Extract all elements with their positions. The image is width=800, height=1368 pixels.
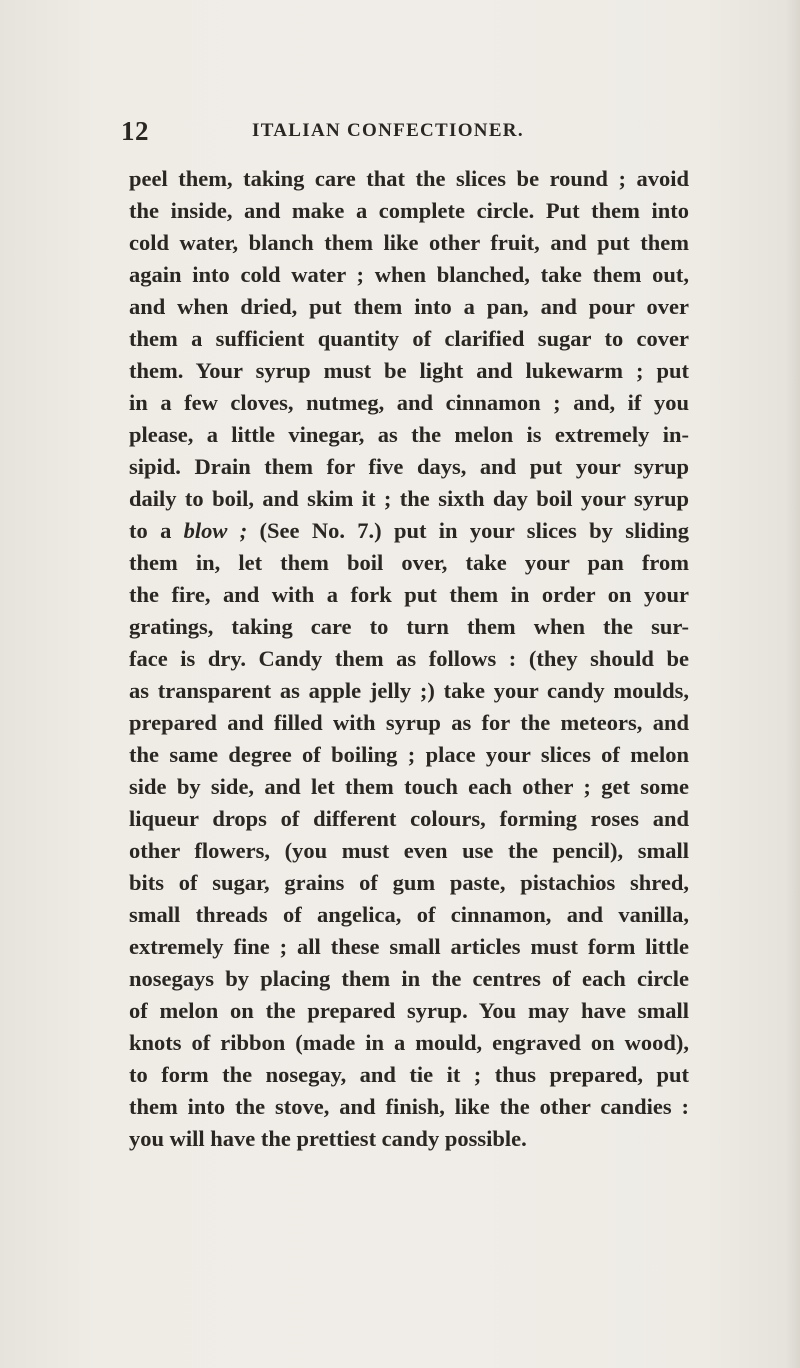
text-line: other flowers, (you must even use the pencil), small [129,838,689,863]
text-line: daily to boil, and skim it ; the sixth day boil your syrup [129,486,689,511]
italic-term: blow ; [183,518,248,543]
text-line: in a few cloves, nutmeg, and cinnamon ; and, if you [129,390,689,415]
text-line: nosegays by placing them in the centres of each circle [129,966,689,991]
page-number: 12 [121,116,149,146]
text-line: cold water, blanch them like other fruit, and put them [129,230,689,255]
text-line: them a sufficient quantity of clarified sugar to cover [129,326,689,351]
text-line: them. Your syrup must be light and lukewarm ; put [129,358,689,383]
text-line-final: you will have the prettiest candy possible. [129,1126,527,1151]
text-line: to form the nosegay, and tie it ; thus prepared, put [129,1062,689,1087]
text-line: the fire, and with a fork put them in order on your [129,582,689,607]
text-line: of melon on the prepared syrup. You may have small [129,998,689,1023]
text-line: liqueur drops of different colours, forming roses and [129,806,689,831]
text-line: again into cold water ; when blanched, take them out, [129,262,689,287]
text-line-with-italic [129,515,689,547]
running-head [121,116,681,144]
body-text [129,163,689,1155]
text-line: them in, let them boil over, take your pan from [129,550,689,575]
text-line: the inside, and make a complete circle. Put them into [129,198,689,223]
text-line: sipid. Drain them for five days, and put your syrup [129,454,689,479]
text-line: peel them, taking care that the slices be round ; avoid [129,166,689,191]
running-title: ITALIAN CONFECTIONER. [252,120,524,141]
text-line: as transparent as apple jelly ;) take your candy moulds, [129,678,689,703]
page-edge-shadow [786,0,800,1368]
text-line: small threads of angelica, of cinnamon, and vanilla, [129,902,689,927]
text-line: prepared and filled with syrup as for the meteors, and [129,710,689,735]
text-line: side by side, and let them touch each other ; get some [129,774,689,799]
text-line: and when dried, put them into a pan, and pour over [129,294,689,319]
text-line: face is dry. Candy them as follows : (they should be [129,646,689,671]
text-line: them into the stove, and finish, like the other candies : [129,1094,689,1119]
text-segment: (See No. 7.) put in your slices by sliding [247,518,689,543]
text-line: bits of sugar, grains of gum paste, pistachios shred, [129,870,689,895]
text-line: gratings, taking care to turn them when the sur- [129,614,689,639]
text-line: knots of ribbon (made in a mould, engraved on wood), [129,1030,689,1055]
text-line: please, a little vinegar, as the melon is extremely in- [129,422,689,447]
text-line: the same degree of boiling ; place your slices of melon [129,742,689,767]
text-segment: to a [129,518,184,543]
text-line: extremely fine ; all these small articles must form little [129,934,689,959]
